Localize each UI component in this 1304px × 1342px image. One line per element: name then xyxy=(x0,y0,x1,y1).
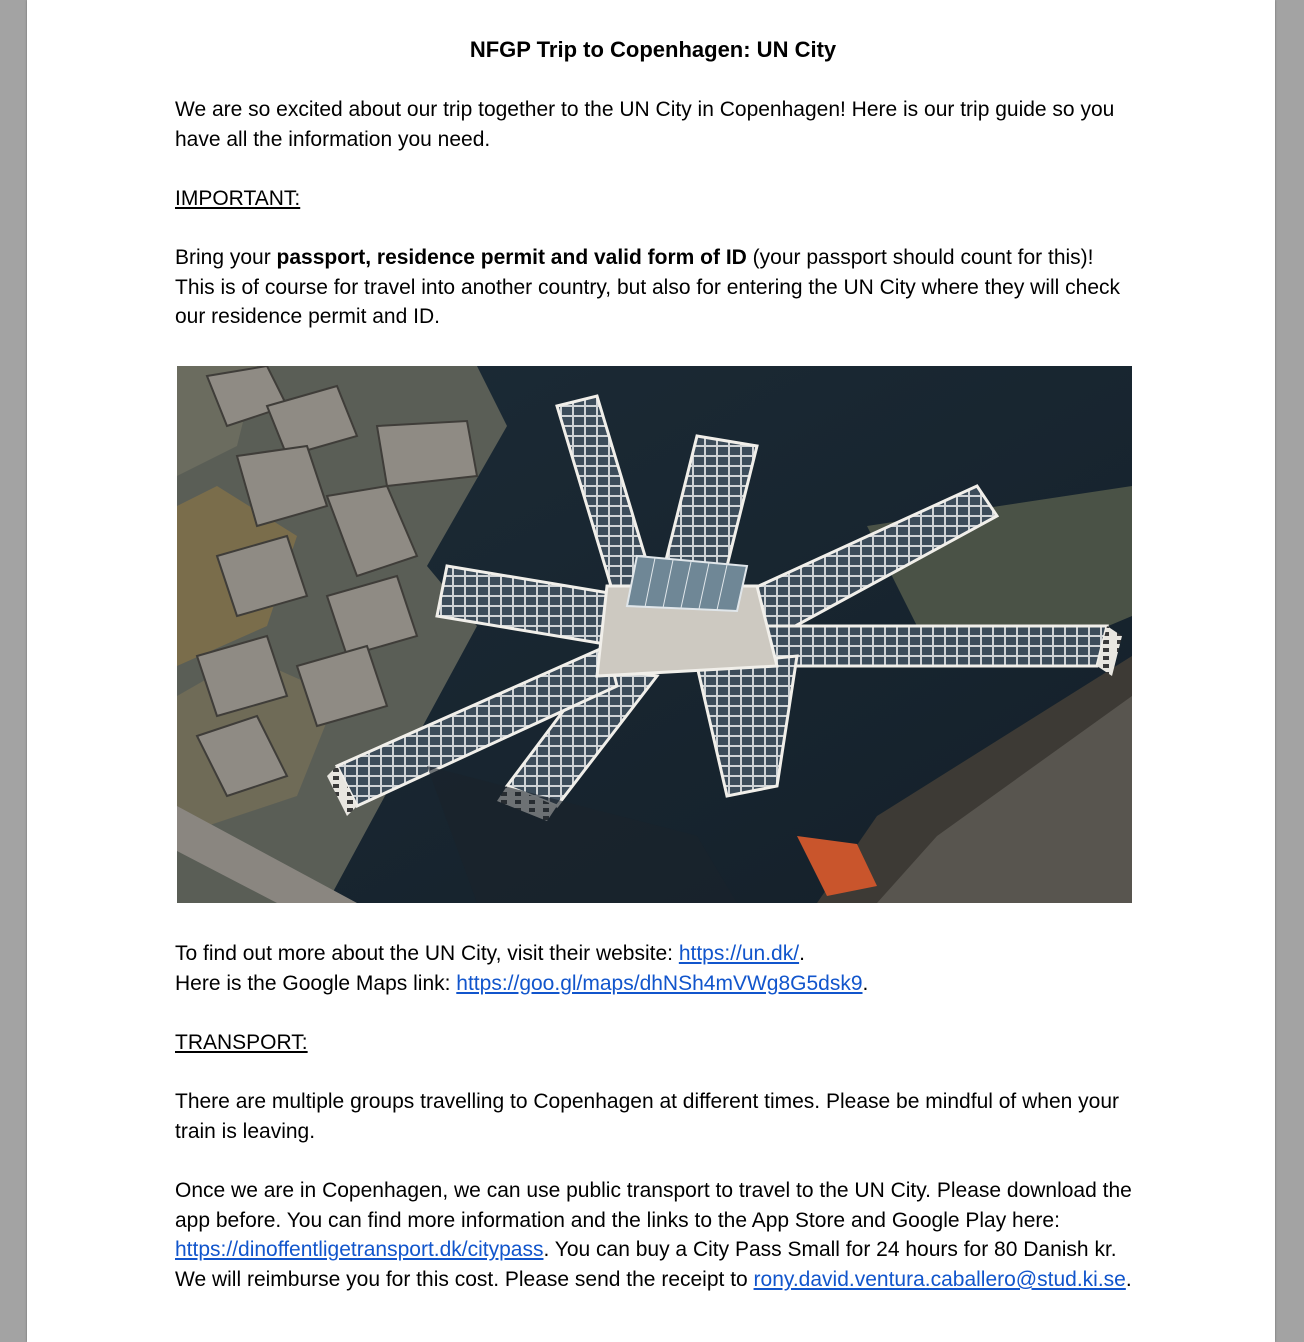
document-title: NFGP Trip to Copenhagen: UN City xyxy=(469,37,837,62)
maps-text: Here is the Google Maps link: xyxy=(175,971,457,995)
left-gutter xyxy=(0,0,27,1342)
transport-text-pre: Once we are in Copenhagen, we can use public transport to travel to the UN City. Please download the app before. You can find more information and the links to the App Store and Google Play here: xyxy=(175,1179,1132,1232)
un-city-aerial-photo xyxy=(177,366,1132,903)
right-scrollbar-area[interactable] xyxy=(1275,0,1304,1342)
important-text-bold: passport, residence permit and valid form of ID xyxy=(276,246,747,269)
website-line xyxy=(175,939,1135,998)
transport-heading: TRANSPORT: xyxy=(175,1031,308,1054)
transport-paragraph-2 xyxy=(175,1176,1135,1294)
google-maps-link[interactable]: https://goo.gl/maps/dhNSh4mVWg8G5dsk9 xyxy=(456,971,863,995)
transport-text-mid: . You can buy a City Pass Small for 24 hours for 80 Danish kr. We will reimburse you for this cost. Please send the receipt to xyxy=(175,1238,1117,1291)
important-text-pre: Bring your xyxy=(175,246,277,269)
citypass-link[interactable]: https://dinoffentligetransport.dk/citypass xyxy=(175,1238,544,1262)
website-link[interactable]: https://un.dk/ xyxy=(678,942,800,965)
website-period: . xyxy=(799,942,805,965)
transport-text-post: . xyxy=(1125,1267,1132,1291)
important-text-post: (your passport should count for this)! This is of course for travel into another country, but also for entering the UN City where they will check our residence permit and ID. xyxy=(175,246,1121,329)
important-heading: IMPORTANT: xyxy=(175,187,301,210)
un-city-photo-icon xyxy=(177,366,1132,903)
transport-paragraph-1: There are multiple groups travelling to Copenhagen at different times. Please be mindful of when your train is leaving. xyxy=(175,1090,1119,1143)
maps-period: . xyxy=(862,971,869,995)
important-paragraph xyxy=(175,243,1135,332)
receipt-email-link[interactable]: rony.david.ventura.caballero@stud.ki.se xyxy=(753,1267,1126,1291)
intro-paragraph: We are so excited about our trip together to the UN City in Copenhagen! Here is our trip guide so you have all the information you need. xyxy=(175,98,1115,151)
document-page xyxy=(27,0,1275,1342)
website-text: To find out more about the UN City, visit their website: xyxy=(175,942,679,965)
